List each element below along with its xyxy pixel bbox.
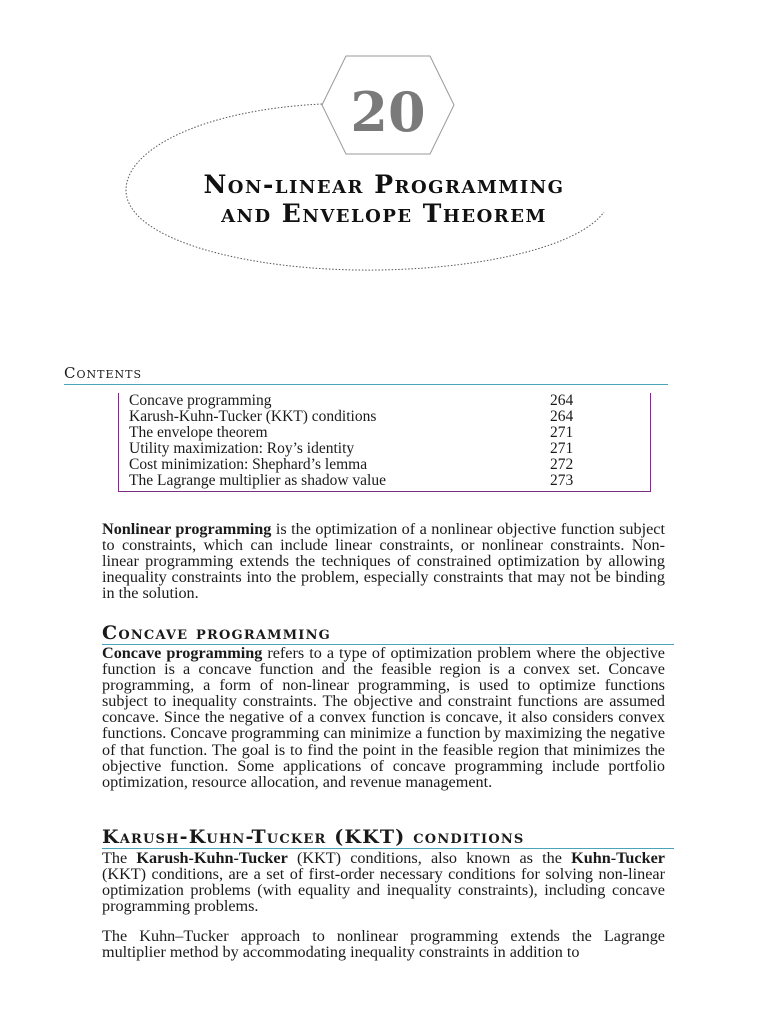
- kkt-paragraph-2: The Kuhn–Tucker approach to nonlinear programming extends the Lagrange multiplier method by accommodating inequality constraints in addition to: [102, 927, 665, 962]
- chapter-title-line1: Non-linear Programming: [203, 170, 565, 199]
- concave-paragraph: [102, 645, 665, 790]
- toc-entry[interactable]: [119, 425, 650, 441]
- toc-label: The envelope theorem: [129, 424, 268, 441]
- concave-term: Concave programming: [102, 644, 263, 662]
- toc-page: 264: [550, 392, 574, 409]
- intro-text: is the optimization of a nonlinear objective function subject to constraints, which can include linear constraints, or nonlinear constraints. Non-linear programming extends the techniques of constrained optimization by allowing inequality constraints into the problem, especially constraints that may not be binding in the solution.: [102, 520, 665, 603]
- chapter-header-ornament: [0, 0, 768, 300]
- toc-label: Utility maximization: Roy’s identity: [129, 440, 355, 457]
- section-heading-kkt: Karush-Kuhn-Tucker (KKT) conditions: [102, 826, 674, 849]
- toc-label: Concave programming: [129, 392, 272, 409]
- toc-page: 271: [550, 424, 574, 441]
- chapter-title-line2: and Envelope Theorem: [221, 199, 547, 228]
- kkt-paragraph-1: [102, 850, 665, 914]
- kkt-term-2: Kuhn-Tucker: [571, 849, 665, 867]
- intro-term: Nonlinear programming: [102, 520, 272, 538]
- kkt-text-b: (KKT) conditions, also known as the: [287, 849, 572, 867]
- chapter-title: [100, 170, 668, 228]
- section-heading-concave: Concave programming: [102, 622, 674, 645]
- toc-page: 273: [550, 472, 574, 489]
- toc-label: Karush-Kuhn-Tucker (KKT) conditions: [129, 408, 377, 425]
- toc-label: The Lagrange multiplier as shadow value: [129, 472, 386, 489]
- toc-entry[interactable]: [119, 457, 650, 473]
- toc-entry[interactable]: [119, 393, 650, 409]
- toc-entry[interactable]: [119, 409, 650, 425]
- intro-paragraph: [102, 521, 665, 601]
- kkt-term-1: Karush-Kuhn-Tucker: [136, 849, 288, 867]
- kkt-text-a: The: [102, 849, 137, 867]
- concave-text: refers to a type of optimization problem where the objective function is a concave function and the feasible region is a convex set. Concave programming, a form of non-linear programming, is used to optimize functions subject to inequality constraints. The objective and constraint functions are assumed concave. Since the negative of a convex function is concave, it also considers convex functions. Concave programming can minimize a function by maximizing the negative of that function. The goal is to find the point in the feasible region that minimizes the objective function. Some applications of concave programming include portfolio optimization, resource allocation, and revenue management.: [102, 644, 665, 791]
- toc-entry[interactable]: [119, 473, 650, 489]
- toc-page: 264: [550, 408, 574, 425]
- toc-page: 272: [550, 456, 574, 473]
- toc-entry[interactable]: [119, 441, 650, 457]
- contents-list: [118, 393, 651, 492]
- toc-label: Cost minimization: Shephard’s lemma: [129, 456, 368, 473]
- kkt-text-c: (KKT) conditions, are a set of first-order necessary conditions for solving non-linear optimization problems (with equality and inequality constraints), including concave programming problems.: [102, 865, 665, 916]
- contents-heading: Contents: [64, 364, 668, 385]
- toc-page: 271: [550, 440, 574, 457]
- chapter-number: 20: [350, 80, 426, 144]
